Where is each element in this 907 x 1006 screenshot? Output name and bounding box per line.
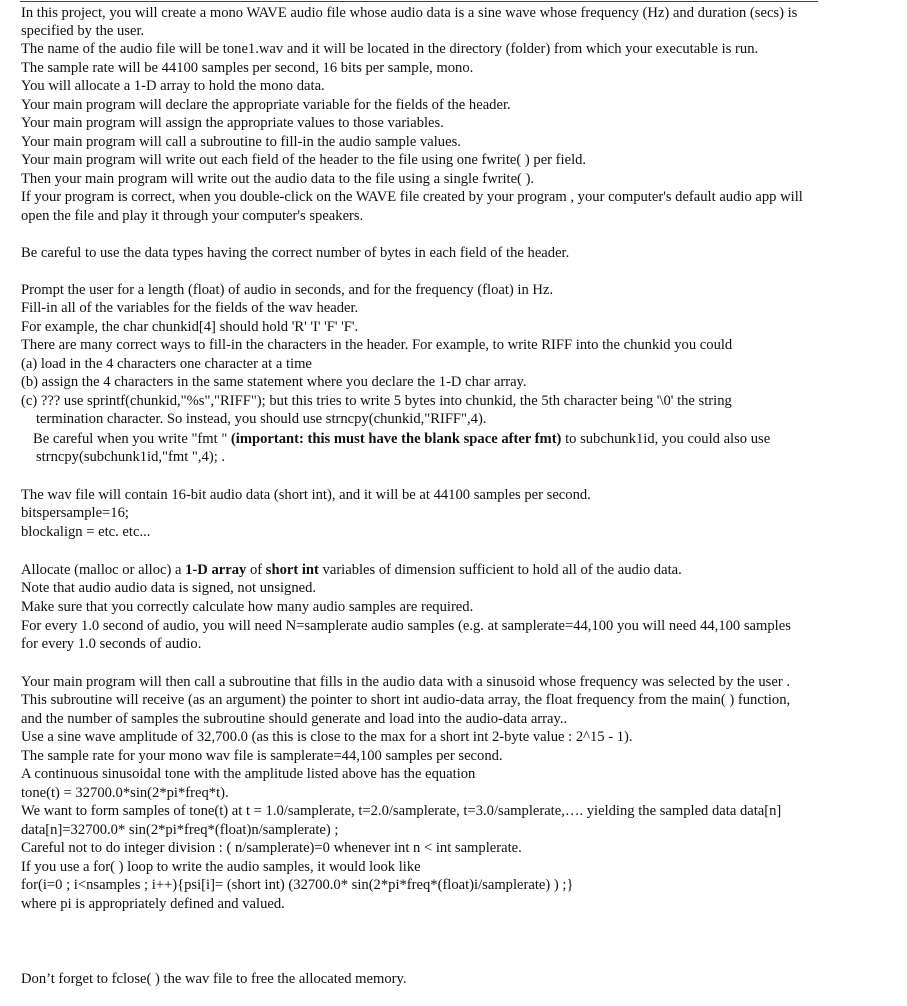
text-line: specified by the user. <box>21 23 145 39</box>
text-line: In this project, you will create a mono WAVE audio file whose audio data is a sine wave whose frequency (Hz) and duration (secs) is <box>21 5 798 21</box>
text-line <box>21 561 682 580</box>
text-line: Your main program will call a subroutine to fill-in the audio sample values. <box>21 134 461 150</box>
text-line: Then your main program will write out the audio data to the file using a single fwrite( ). <box>21 171 535 187</box>
text-line: for every 1.0 seconds of audio. <box>21 636 202 652</box>
text-line: Your main program will write out each field of the header to the file using one fwrite( ) per field. <box>21 152 587 168</box>
top-rule <box>20 1 818 2</box>
text-line: This subroutine will receive (as an argument) the pointer to short int audio-data array, the float frequency from the main( ) function, <box>21 692 791 708</box>
text-line: and the number of samples the subroutine should generate and load into the audio-data array.. <box>21 711 568 727</box>
text-line: A continuous sinusoidal tone with the amplitude listed above has the equation <box>21 766 476 782</box>
text-line: The wav file will contain 16-bit audio data (short int), and it will be at 44100 samples per second. <box>21 487 591 503</box>
text-line: (b) assign the 4 characters in the same statement where you declare the 1-D char array. <box>21 374 527 390</box>
text-line: Use a sine wave amplitude of 32,700.0 (as this is close to the max for a short int 2-byte value : 2^15 - 1). <box>21 729 633 745</box>
text-line: Fill-in all of the variables for the fields of the wav header. <box>21 300 359 316</box>
bold-text: 1-D array <box>185 562 247 578</box>
text-line: The sample rate will be 44100 samples per second, 16 bits per sample, mono. <box>21 60 474 76</box>
text-line: bitspersample=16; <box>21 505 129 521</box>
text-line: open the file and play it through your computer's speakers. <box>21 208 364 224</box>
text-line: Note that audio audio data is signed, not unsigned. <box>21 580 317 596</box>
text-line: blockalign = etc. etc... <box>21 524 151 540</box>
text-line: Your main program will declare the appropriate variable for the fields of the header. <box>21 97 511 113</box>
text-span: variables of dimension sufficient to hold all of the audio data. <box>318 562 682 578</box>
text-line: Make sure that you correctly calculate how many audio samples are required. <box>21 599 474 615</box>
text-line: The sample rate for your mono wav file is samplerate=44,100 samples per second. <box>21 748 503 764</box>
text-line: The name of the audio file will be tone1.wav and it will be located in the directory (folder) from which your executable is run. <box>21 41 759 57</box>
text-span: of <box>246 562 266 578</box>
text-line: For example, the char chunkid[4] should hold 'R' 'I' 'F' 'F'. <box>21 319 359 335</box>
text-line: If your program is correct, when you double-click on the WAVE file created by your program , your computer's default audio app will <box>21 189 803 205</box>
bold-text: (important: this must have the blank space after fmt) <box>230 431 562 447</box>
text-line: for(i=0 ; i<nsamples ; i++){psi[i]= (short int) (32700.0* sin(2*pi*freq*(float)i/samplerate) ) ;} <box>21 877 574 893</box>
text-line: Careful not to do integer division : ( n/samplerate)=0 whenever int n < int samplerate. <box>21 840 522 856</box>
text-line: strncpy(subchunk1id,"fmt ",4); . <box>36 449 226 465</box>
text-line: If you use a for( ) loop to write the audio samples, it would look like <box>21 859 421 875</box>
text-span: Allocate (malloc or alloc) a <box>21 562 186 578</box>
text-line: Your main program will then call a subroutine that fills in the audio data with a sinusoid whose frequency was selected by the user . <box>21 674 790 690</box>
text-line <box>33 430 770 449</box>
text-line: Be careful to use the data types having the correct number of bytes in each field of the header. <box>21 245 570 261</box>
text-line: There are many correct ways to fill-in the characters in the header. For example, to write RIFF into the chunkid you could <box>21 337 733 353</box>
text-line: (c) ??? use sprintf(chunkid,"%s","RIFF"); but this tries to write 5 bytes into chunkid, the 5th character being '\0' the string <box>21 393 732 409</box>
text-line: Your main program will assign the appropriate values to those variables. <box>21 115 444 131</box>
text-line: data[n]=32700.0* sin(2*pi*freq*(float)n/samplerate) ; <box>21 822 339 838</box>
text-line: tone(t) = 32700.0*sin(2*pi*freq*t). <box>21 785 229 801</box>
text-line: where pi is appropriately defined and valued. <box>21 896 285 912</box>
text-span: Be careful when you write "fmt " <box>33 431 231 447</box>
text-line: Don’t forget to fclose( ) the wav file to free the allocated memory. <box>21 971 407 987</box>
text-line: You will allocate a 1-D array to hold the mono data. <box>21 78 325 94</box>
text-line: (a) load in the 4 characters one character at a time <box>21 356 312 372</box>
text-line: Prompt the user for a length (float) of audio in seconds, and for the frequency (float) in Hz. <box>21 282 554 298</box>
text-line: For every 1.0 second of audio, you will need N=samplerate audio samples (e.g. at samplerate=44,100 you will need 44,100 samples <box>21 618 791 634</box>
text-line: termination character. So instead, you should use strncpy(chunkid,"RIFF",4). <box>36 411 487 427</box>
text-line: We want to form samples of tone(t) at t = 1.0/samplerate, t=2.0/samplerate, t=3.0/samplerate,…. yielding the sampled data data[n] <box>21 803 782 819</box>
text-span: to subchunk1id, you could also use <box>561 431 771 447</box>
bold-text: short int <box>265 562 319 578</box>
